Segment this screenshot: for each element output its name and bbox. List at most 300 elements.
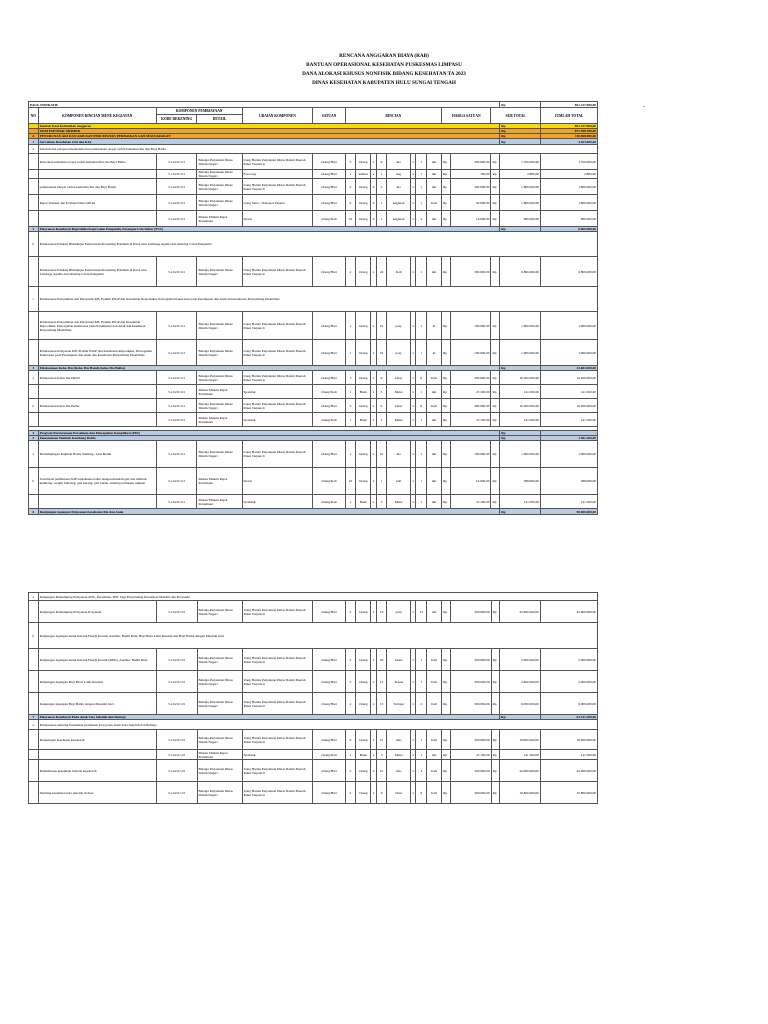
rincian-cell: x <box>410 312 415 340</box>
rincian-cell: kl <box>427 312 442 340</box>
rincian-cell: Kali <box>387 257 411 287</box>
harga-satuan-cell: 16.000,00 <box>450 468 491 495</box>
jumlah-total-cell: 141.300,00 <box>540 750 597 760</box>
sub-total-cell: 42.000.000,00 <box>500 760 541 782</box>
kode-rekening-cell: 5.1.02.01.01 <box>156 195 197 211</box>
rincian-cell: 6 <box>416 782 427 804</box>
col-harga-header: HARGA SATUAN <box>442 108 491 124</box>
kode-rekening-cell: 5.1.02.01.01 <box>156 371 197 385</box>
uraian-cell: Uang Harian Perjalanan Dinas Dalam Daerah Paket Terpencil <box>242 312 313 340</box>
currency-label: Rp <box>491 782 500 804</box>
rincian-cell: x <box>410 495 415 509</box>
subsection-letter: b <box>29 232 39 257</box>
currency-label: Rp <box>491 413 500 427</box>
rincian-cell: x <box>410 399 415 413</box>
rincian-cell: 21 <box>376 760 387 782</box>
rincian-cell: 1 <box>416 340 427 366</box>
rincian-cell: Kasus <box>387 671 411 693</box>
budget-table-page-1 <box>28 101 598 515</box>
section-label: Pemantauan Tumbuh Kembang Balita <box>38 436 500 441</box>
currency-label: Rp <box>491 257 500 287</box>
harga-satuan-cell: 700,00 <box>450 170 491 179</box>
rincian-cell: 3 <box>345 371 356 385</box>
rincian-cell: ikn <box>427 495 442 509</box>
rincian-cell: 1 <box>416 730 427 750</box>
currency-label: Rp <box>491 371 500 385</box>
rincian-cell: skls <box>387 730 411 750</box>
kode-rekening-cell: 5.1.02.01.01 <box>156 730 197 750</box>
item-letter <box>29 671 39 693</box>
harga-satuan-cell: 300.000,00 <box>450 693 491 715</box>
satuan-cell: Orang/Hari <box>313 693 345 715</box>
rincian-cell: x <box>410 179 415 195</box>
satuan-cell: Orang/Hari <box>313 760 345 782</box>
rincian-cell: x <box>371 782 376 804</box>
rincian-cell: 4 <box>416 760 427 782</box>
rincian-cell: x <box>371 195 376 211</box>
harga-satuan-cell: 100.000,00 <box>450 441 491 468</box>
rincian-cell: x <box>371 179 376 195</box>
col-uraian-header: URAIAN KOMPONEN <box>242 108 313 124</box>
rincian-cell: x <box>411 730 416 750</box>
item-row <box>29 179 598 195</box>
subsection-row <box>29 623 598 649</box>
section-number: 1 <box>29 139 39 145</box>
rincian-cell: Orang <box>356 195 371 211</box>
section-number: 2 <box>29 227 39 232</box>
kegiatan-cell: Kunjungan Pendamping Pelayanan Posyandu <box>38 601 156 623</box>
rincian-cell: x <box>371 170 376 179</box>
jumlah-total-cell: 5.000.000,00 <box>540 649 597 671</box>
rincian-cell: x <box>371 154 376 170</box>
subsection-letter: c <box>29 287 39 312</box>
kode-rekening-cell: 5.1.02.01.01 <box>156 671 197 693</box>
currency-label: Rp <box>500 139 541 145</box>
subsection-row <box>29 232 598 257</box>
rincian-cell: 9 <box>376 154 387 170</box>
sub-total-cell: 16.200.000,00 <box>500 399 541 413</box>
kode-rekening-cell: 5.1.02.01.01 <box>156 340 197 366</box>
rincian-cell: 3 <box>376 413 387 427</box>
kode-rekening-cell: 5.1.02.01.01 <box>156 385 197 399</box>
kode-rekening-cell: 5.1.02.01.01 <box>156 413 197 427</box>
rincian-cell: x <box>411 671 416 693</box>
item-letter <box>29 195 39 211</box>
kode-rekening-cell: 5.1.02.01.01 <box>156 601 197 623</box>
rincian-cell: x <box>371 399 376 413</box>
harga-satuan-cell: 47.100,00 <box>450 750 491 760</box>
rincian-cell: 1 <box>416 179 427 195</box>
subsection-row <box>29 593 598 601</box>
sub-total-cell: 1.800.000,00 <box>500 179 541 195</box>
rincian-cell: Orang <box>356 399 371 413</box>
kode-rekening-cell: 5.1.02.01.01 <box>156 750 197 760</box>
rincian-cell: x <box>410 170 415 179</box>
rincian-cell: 1 <box>345 495 356 509</box>
sub-total-cell: 141.300,00 <box>500 495 541 509</box>
rincian-cell: 2 <box>416 693 427 715</box>
sub-total-cell: 45.600.000,00 <box>500 601 541 623</box>
currency-label: Rp <box>442 649 451 671</box>
rincian-cell: 3 <box>345 399 356 413</box>
subsection-letter: a <box>29 593 39 601</box>
item-row <box>29 312 598 340</box>
rincian-cell: Kali <box>427 671 442 693</box>
kode-rekening-cell: 5.1.02.01.01 <box>156 760 197 782</box>
rincian-cell: Kali <box>427 693 442 715</box>
rincian-cell: 5 <box>345 154 356 170</box>
uraian-cell: Uang Harian Perjalanan Dinas Dalam Daerah Paket Terpencil <box>242 441 313 468</box>
item-letter <box>29 154 39 170</box>
kode-rekening-cell: 5.1.02.01.01 <box>156 495 197 509</box>
rincian-cell: 1 <box>416 312 427 340</box>
currency-label: Rp <box>500 509 541 515</box>
jumlah-total-cell: 141.300,00 <box>540 385 597 399</box>
rincian-cell: 1 <box>345 385 356 399</box>
kegiatan-cell: Pelaksanaan Kelas Ibu Hamil <box>38 371 156 385</box>
rincian-cell: x <box>371 468 376 495</box>
satuan-cell: Orang/Hari <box>313 601 345 623</box>
kegiatan-cell: Pendampingan Rujukan Balita Stunting / Gizi Buruk <box>38 441 156 468</box>
rincian-cell: kia <box>387 441 411 468</box>
rincian-cell: 1 <box>345 340 356 366</box>
rincian-cell: Orang <box>356 782 371 804</box>
kode-rekening-cell: 5.1.02.01.01 <box>156 211 197 227</box>
sub-total-cell: 16.200.000,00 <box>500 371 541 385</box>
satuan-cell: Orang/Hari <box>313 371 345 385</box>
col-detail-header: DETAIL <box>197 115 242 124</box>
kegiatan-cell <box>38 170 156 179</box>
rincian-cell: Meter <box>387 385 411 399</box>
jumlah-total-cell: 2.800,00 <box>540 170 597 179</box>
rincian-cell: 6 <box>416 371 427 385</box>
kegiatan-cell <box>38 750 156 760</box>
item-row <box>29 750 598 760</box>
rincian-cell: 9 <box>345 730 356 750</box>
rincian-cell: 1 <box>345 413 356 427</box>
item-letter <box>29 760 39 782</box>
rincian-cell: Orang <box>356 257 371 287</box>
kode-rekening-cell: 5.1.02.01.01 <box>156 399 197 413</box>
harga-satuan-cell: 300.000,00 <box>450 760 491 782</box>
currency-label: Rp <box>442 750 451 760</box>
item-row <box>29 730 598 750</box>
kegiatan-cell: Kunjungan lapangan Bayi Berat Lahir Rendah <box>38 671 156 693</box>
currency-label: Rp <box>491 170 500 179</box>
rincian-cell: x <box>371 441 376 468</box>
uraian-cell: Uang Harian Perjalanan Dinas Dalam Daerah Paket Terpencil <box>242 179 313 195</box>
rincian-cell: Buah <box>356 495 371 509</box>
jumlah-total-cell: 16.200.000,00 <box>540 371 597 385</box>
jumlah-total-cell: 1.000.000,00 <box>540 441 597 468</box>
subsection-row <box>29 720 598 730</box>
detail-cell: Makan Minum Rapat Pertemuan <box>197 750 242 760</box>
summary-value: 118.968.880,00 <box>540 134 597 139</box>
rincian-cell: x <box>410 195 415 211</box>
harga-satuan-cell: 300.000,00 <box>450 179 491 195</box>
rincian-cell: 1 <box>416 750 427 760</box>
item-row <box>29 782 598 804</box>
currency-label: Rp <box>491 211 500 227</box>
rincian-cell: x <box>410 441 415 468</box>
detail-cell: Belanja Perjalanan Dinas Dalam Negeri <box>197 760 242 782</box>
sub-total-cell: 1.900.000,00 <box>500 312 541 340</box>
currency-label: Rp <box>491 441 500 468</box>
section-label: Pelayanan Kesehatan Pada Anak Usia Sekolah dan Remaja <box>38 715 499 720</box>
jumlah-total-cell: 6.800.000,00 <box>540 257 597 287</box>
subsection-row <box>29 145 598 154</box>
uraian-cell: Spanduk <box>242 495 313 509</box>
item-row <box>29 399 598 413</box>
rincian-cell: x <box>410 468 415 495</box>
jumlah-total-cell: 288.000,00 <box>540 468 597 495</box>
item-letter <box>29 340 39 366</box>
rincian-cell: posy <box>387 312 411 340</box>
harga-satuan-cell: 300.000,00 <box>450 371 491 385</box>
rincian-cell: 1 <box>416 671 427 693</box>
rincian-cell: 2 <box>345 179 356 195</box>
uraian-cell: Spanduk <box>242 750 313 760</box>
rincian-cell: 19 <box>376 340 387 366</box>
col-jumlah-header: JUMLAH TOTAL <box>540 108 597 124</box>
rincian-cell: 2 <box>345 782 356 804</box>
currency-label: Rp <box>500 227 541 232</box>
subsection-letter: a <box>29 145 39 154</box>
item-row <box>29 495 598 509</box>
currency-label: Rp <box>442 257 451 287</box>
rincian-cell: Orang <box>356 340 371 366</box>
kegiatan-cell <box>38 211 156 227</box>
summary-label: PENURUNAN AKI DAN AKB DAN PERCEPATAN PERBAIKAN GIZI MASYARAKAT <box>38 134 500 139</box>
rincian-cell: 9 <box>345 195 356 211</box>
harga-satuan-cell: 300.000,00 <box>450 257 491 287</box>
kegiatan-cell: Pelaksanaan Penyuluhan dan Pelayanan KB, Praktik P2GP dan Kesehatan Reproduksi, Pencegahan Kekerasan pada Perempuan dan Anak dan kesehatan Penyandang Disabilitas <box>38 312 156 340</box>
detail-cell: Belanja Perjalanan Dinas Dalam Negeri <box>197 340 242 366</box>
satuan-cell: Orang/Hari <box>313 154 345 170</box>
kegiatan-cell: Pelaksanaan Pelayanan KB, Praktik P2GP dan Kesehatan Reproduksi, Pencegahan Kekerasan pada Perempuan dan Anak dan Kesehatan Penyandang Disabilitas <box>38 340 156 366</box>
satuan-cell: Orang/Kali <box>313 413 345 427</box>
uraian-cell: Uang Harian Perjalanan Dinas Dalam Daerah Paket Terpencil <box>242 693 313 715</box>
rincian-cell: x <box>410 385 415 399</box>
satuan-cell: Orang/Kali <box>313 750 345 760</box>
harga-satuan-cell: 300.000,00 <box>450 782 491 804</box>
item-letter <box>29 750 39 760</box>
kegiatan-cell <box>38 495 156 509</box>
sub-total-cell: 1.900.000,00 <box>500 340 541 366</box>
item-letter <box>29 211 39 227</box>
satuan-cell: Orang/Hari <box>313 441 345 468</box>
rincian-cell: x <box>411 760 416 782</box>
currency-label: Rp <box>491 601 500 623</box>
harga-satuan-cell: 300.000,00 <box>450 601 491 623</box>
rincian-cell: 1 <box>416 385 427 399</box>
detail-cell: Belanja Perjalanan Dinas Dalam Negeri <box>197 179 242 195</box>
currency-label: Rp <box>491 671 500 693</box>
detail-cell: Belanja Perjalanan Dinas Dalam Negeri <box>197 782 242 804</box>
satuan-cell: Orang/Hari <box>313 257 345 287</box>
page-dash: - <box>643 104 645 110</box>
rincian-cell: x <box>371 730 376 750</box>
currency-label: Rp <box>500 431 541 436</box>
currency-label: Rp <box>491 693 500 715</box>
rincian-cell: Kali <box>427 782 442 804</box>
rincian-cell: Buah <box>356 413 371 427</box>
jumlah-total-cell: 1.800.000,00 <box>540 195 597 211</box>
currency-label: Rp <box>442 399 451 413</box>
satuan-cell: Orang/Hari <box>313 730 345 750</box>
rincian-cell: Desa <box>387 399 411 413</box>
uraian-cell: Uang Harian Perjalanan Dinas Dalam Daerah Paket Terpencil <box>242 371 313 385</box>
satuan-cell: Orang/Hari <box>313 671 345 693</box>
detail-cell: Makan Minum Rapat Pertemuan <box>197 385 242 399</box>
currency-label: Rp <box>491 730 500 750</box>
rincian-cell: 4 <box>416 211 427 227</box>
rincian-cell: ikn <box>427 750 442 760</box>
rincian-cell: 5 <box>345 760 356 782</box>
pagu-label: PAGU INDIKATIF <box>29 102 500 108</box>
item-letter <box>29 413 39 427</box>
uraian-cell: Uang Harian Perjalanan Dinas Dalam Daerah Paket Terpencil <box>242 782 313 804</box>
rincian-cell: 3 <box>376 750 387 760</box>
rincian-cell: Orang <box>356 441 371 468</box>
rincian-cell: Desa <box>387 371 411 385</box>
rincian-cell: 1 <box>416 170 427 179</box>
currency-label: Rp <box>491 495 500 509</box>
section-number: 6 <box>29 509 39 515</box>
rincian-cell: skls <box>387 760 411 782</box>
harga-satuan-cell: 300.000,00 <box>450 399 491 413</box>
currency-label: Rp <box>500 102 541 108</box>
detail-cell: Belanja Perjalanan Dinas Dalam Negeri <box>197 693 242 715</box>
pagu-value: 861.317.000,00 <box>540 102 597 108</box>
section-number: 5 <box>29 436 39 441</box>
rincian-cell: ikn <box>427 211 442 227</box>
rincian-cell: x <box>371 495 376 509</box>
detail-cell: Belanja Perjalanan Dinas Dalam Negeri <box>197 257 242 287</box>
rincian-cell: Orang <box>356 211 371 227</box>
uraian-cell: Snack <box>242 468 313 495</box>
item-row <box>29 257 598 287</box>
rincian-cell: 1 <box>416 195 427 211</box>
uraian-cell: Fotocopy <box>242 170 313 179</box>
sub-total-cell: 6.000.000,00 <box>500 693 541 715</box>
subsection-label: Kunjungan Pendamping Pelayanan ANC, Persalinan, PNC bagi Penyandang Persalinan Mandiri dan Posyandu <box>38 593 597 601</box>
rincian-cell: Orang <box>356 371 371 385</box>
kegiatan-cell: Rapat Validasi dan Evaluasi Data GIKIA <box>38 195 156 211</box>
rincian-cell: x <box>410 371 415 385</box>
currency-label: Rp <box>491 195 500 211</box>
rincian-cell: 1 <box>416 257 427 287</box>
kegiatan-cell: Skrining kesehatan usia sekolah di desa <box>38 782 156 804</box>
item-row <box>29 385 598 399</box>
kode-rekening-cell: 5.1.02.01.01 <box>156 468 197 495</box>
item-letter <box>29 257 39 287</box>
col-rincian-header: RINCIAN <box>345 108 442 124</box>
item-row <box>29 649 598 671</box>
currency-label: Rp <box>491 399 500 413</box>
rincian-cell: x <box>371 385 376 399</box>
satuan-cell: Orang/Hari <box>313 195 345 211</box>
currency-label: Rp <box>491 312 500 340</box>
subsection-label: Kunjungan lapangan untuk Kurang Energi Kronik, Anemia, Bumil Risti, Bayi Baru Lahir Rendah dan Bayi Balita dengan Masalah Gizi <box>38 623 597 649</box>
rincian-cell: 1 <box>416 413 427 427</box>
rincian-cell: ikn <box>427 179 442 195</box>
jumlah-total-cell: 1.350.000,00 <box>540 154 597 170</box>
detail-cell: Belanja Perjalanan Dinas Dalam Negeri <box>197 371 242 385</box>
satuan-cell: Orang/Hari <box>313 782 345 804</box>
sub-total-cell: 1.800.000,00 <box>500 195 541 211</box>
kegiatan-cell: Pemeriksaan kesehatan berkala kesekolah <box>38 760 156 782</box>
rincian-cell: 19 <box>376 601 387 623</box>
subsection-label: Sekolah dan pelaporan kematian dan pelaksanaan otopsi verbal kematian Ibu dan Bayi Balita <box>38 145 597 154</box>
satuan-cell: Orang/Hari <box>313 179 345 195</box>
rincian-cell: 2 <box>345 671 356 693</box>
detail-cell: Makan Minum Rapat Pertemuan <box>197 211 242 227</box>
doc-title-2: BANTUAN OPERASIONAL KESEHATAN PUSKESMAS LIMPASU <box>306 62 462 68</box>
rincian-cell: x <box>371 693 376 715</box>
item-letter <box>29 179 39 195</box>
col-subtotal-header: SUB TOTAL <box>491 108 541 124</box>
rincian-cell: Buah <box>356 385 371 399</box>
rincian-cell: ikn <box>427 601 442 623</box>
rincian-cell: 19 <box>345 211 356 227</box>
uraian-cell: Uang Harian Perjalanan Dinas Dalam Daerah Paket Terpencil <box>242 730 313 750</box>
satuan-cell: Orang/Kali <box>313 385 345 399</box>
rincian-cell: 1 <box>416 154 427 170</box>
satuan-cell: Orang/Hari <box>313 312 345 340</box>
rincian-cell: 1 <box>416 495 427 509</box>
harga-satuan-cell: 47.100,00 <box>450 413 491 427</box>
section-number: 3 <box>29 366 39 371</box>
rincian-cell: 2 <box>345 601 356 623</box>
rincian-cell: x <box>371 371 376 385</box>
sub-total-cell: 2.800,00 <box>500 170 541 179</box>
rincian-cell: kali <box>387 468 411 495</box>
item-letter <box>29 730 39 750</box>
rincian-cell: 21 <box>376 730 387 750</box>
rincian-cell: 1 <box>376 170 387 179</box>
kegiatan-cell: Pelaksanaan Edukasi Bimbingan Perkawinan/Konseling Pranikah di KUA atau Lembaga Agama dan skrining Calon Pengantin <box>38 257 156 287</box>
rincian-cell: keg <box>387 170 411 179</box>
rincian-cell: 2 <box>345 649 356 671</box>
rincian-cell: x <box>371 413 376 427</box>
rincian-cell: x <box>371 760 376 782</box>
rincian-cell: x <box>371 340 376 366</box>
uraian-cell: Uang Harian Perjalanan Dinas Dalam Daerah Paket Terpencil <box>242 649 313 671</box>
uraian-cell: Uang Harian Perjalanan Dinas Dalam Daerah Paket Terpencil <box>242 340 313 366</box>
sub-total-cell: 141.300,00 <box>500 413 541 427</box>
subsection-letter: b <box>29 623 39 649</box>
rincian-cell: Kali <box>427 760 442 782</box>
kegiatan-cell <box>38 385 156 399</box>
currency-label: Rp <box>442 760 451 782</box>
rincian-cell: 1 <box>416 441 427 468</box>
harga-satuan-cell: 300.000,00 <box>450 730 491 750</box>
rincian-cell: Tempat <box>387 693 411 715</box>
satuan-cell: Orang/Hari <box>313 340 345 366</box>
subsection-row <box>29 287 598 312</box>
rincian-cell: 20 <box>376 649 387 671</box>
detail-cell: Belanja Perjalanan Dinas Dalam Negeri <box>197 649 242 671</box>
satuan-cell: Orang/Kali <box>313 211 345 227</box>
summary-label: Jumlah Total Kebutuhan Anggaran <box>38 124 500 129</box>
currency-label: Rp <box>491 760 500 782</box>
uraian-cell: Uang Harian Perjalanan Dinas Dalam Daerah Paket Terpencil <box>242 154 313 170</box>
rincian-cell: x <box>410 413 415 427</box>
rincian-cell: x <box>371 601 376 623</box>
item-letter <box>29 782 39 804</box>
item-row <box>29 340 598 366</box>
